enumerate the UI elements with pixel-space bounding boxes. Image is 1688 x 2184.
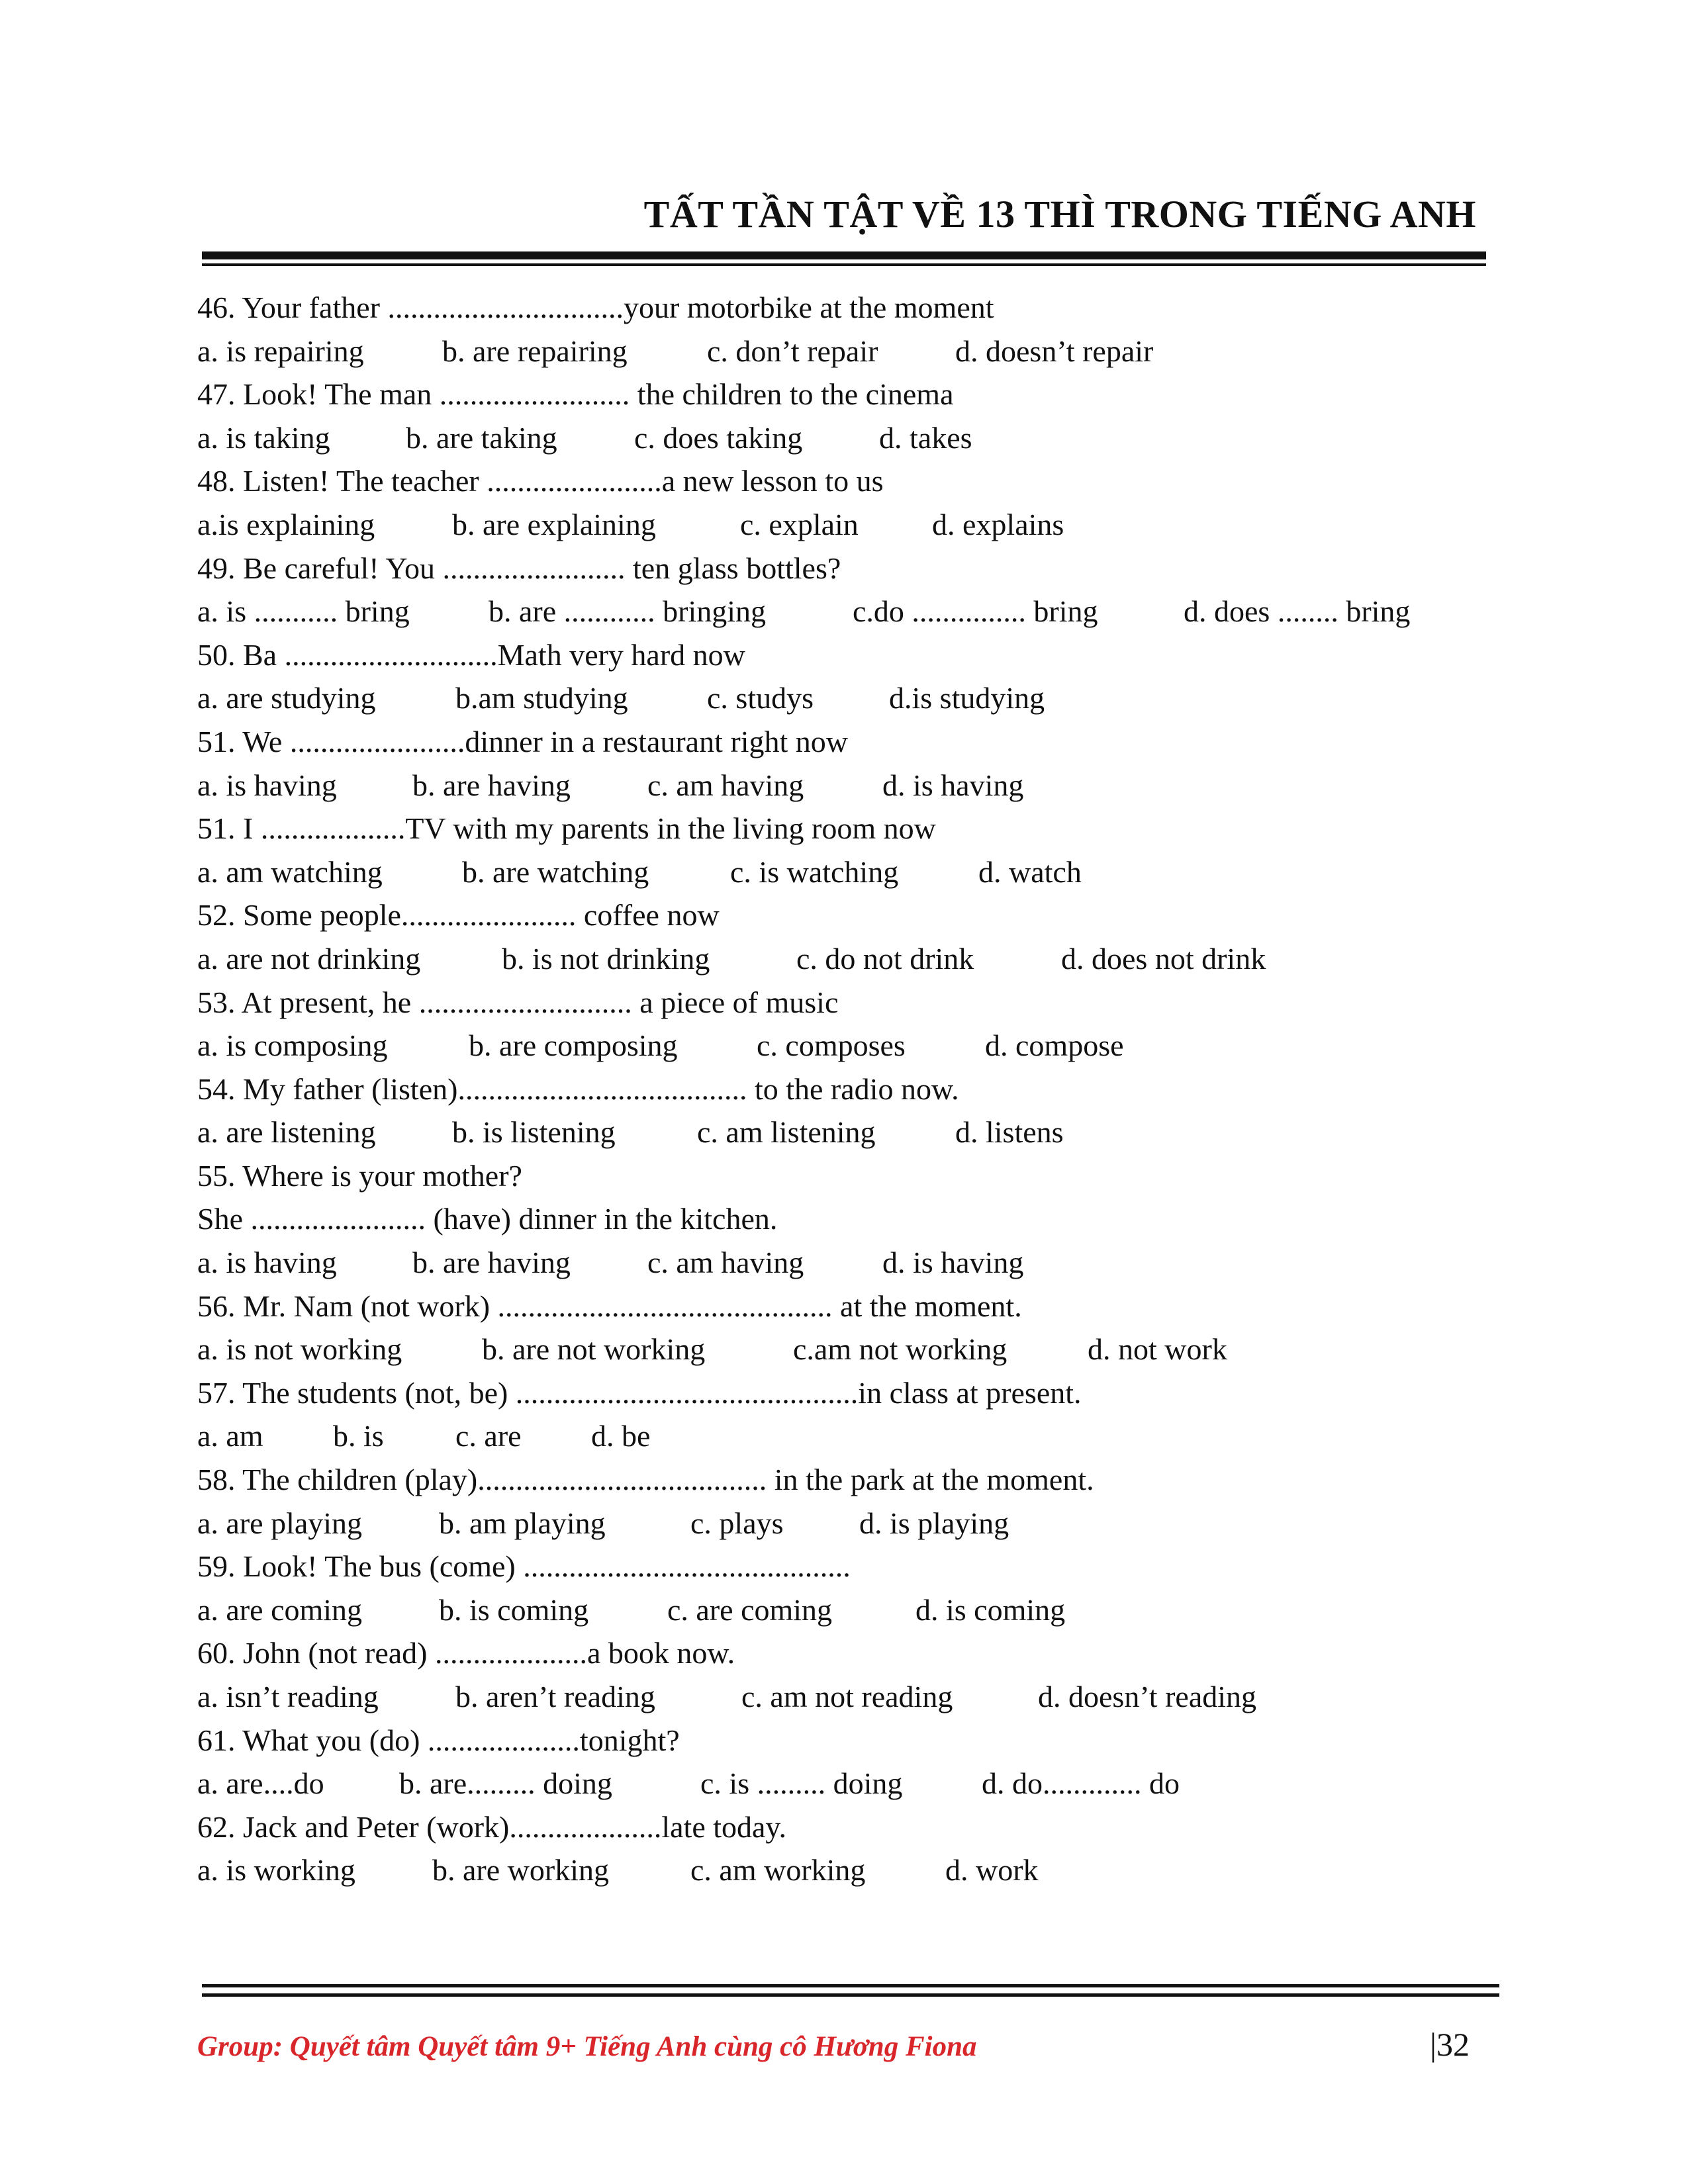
option-b: b. are......... doing	[399, 1766, 612, 1801]
option-d: d. is coming	[915, 1592, 1066, 1627]
option-b: b. is listening	[452, 1115, 616, 1150]
options-56	[197, 1328, 1495, 1371]
option-a: a. is working	[197, 1853, 355, 1888]
option-a: a.is explaining	[197, 507, 375, 541]
question-50: 50. Ba ............................Math very hard now	[197, 637, 745, 672]
option-d: d. watch	[978, 854, 1082, 889]
option-c: c. am having	[647, 768, 804, 802]
option-b: b. is	[333, 1419, 384, 1453]
option-d: d. do............. do	[982, 1766, 1180, 1801]
option-a: a. is repairing	[197, 334, 364, 368]
option-b: b. are having	[412, 768, 571, 802]
question-47: 47. Look! The man ......................... the children to the cinema	[197, 377, 954, 412]
option-d: d. doesn’t reading	[1038, 1680, 1257, 1713]
question-58: 58. The children (play)...................................... in the park at the moment.	[197, 1463, 1094, 1497]
option-c: c. am listening	[697, 1115, 876, 1150]
option-a: a. am watching	[197, 854, 383, 889]
question-49: 49. Be careful! You ........................ ten glass bottles?	[197, 551, 841, 585]
option-c: c. explain	[740, 507, 859, 541]
option-b: b. am playing	[439, 1506, 606, 1540]
option-d: d. be	[591, 1419, 651, 1453]
option-c: c. am working	[690, 1853, 866, 1888]
option-a: a. are listening	[197, 1115, 376, 1150]
question-57: 57. The students (not, be) .............................................in class at present.	[197, 1375, 1082, 1410]
question-51b: 51. I ...................TV with my parents in the living room now	[197, 811, 936, 846]
option-c: c.do ............... bring	[853, 594, 1098, 629]
question-59: 59. Look! The bus (come) ...........................................	[197, 1549, 851, 1584]
option-a: a. is having	[197, 768, 337, 802]
option-c: c.am not working	[793, 1332, 1008, 1367]
question-51a: 51. We .......................dinner in a restaurant right now	[197, 724, 848, 758]
option-b: b. are composing	[469, 1028, 678, 1063]
option-d: d. is playing	[859, 1506, 1009, 1540]
options-58	[197, 1502, 1495, 1545]
page-number: |32	[1430, 2026, 1470, 2063]
option-b: b. aren’t reading	[455, 1680, 655, 1713]
option-d: d.is studying	[889, 681, 1045, 715]
option-c: c. don’t repair	[707, 334, 878, 368]
header-rule-thin	[202, 263, 1486, 266]
option-c: c. is watching	[730, 854, 899, 889]
option-c: c. does taking	[634, 420, 803, 455]
option-b: b. are not working	[482, 1332, 706, 1367]
option-b: b. is not drinking	[502, 941, 710, 976]
option-a: a. is taking	[197, 420, 330, 455]
options-59	[197, 1588, 1495, 1632]
option-a: a. is having	[197, 1246, 337, 1280]
options-57	[197, 1414, 1495, 1458]
header-rule-thick	[202, 251, 1486, 259]
option-a: a. am	[197, 1419, 263, 1453]
option-d: d. not work	[1088, 1332, 1227, 1367]
option-d: d. work	[945, 1853, 1039, 1888]
question-56: 56. Mr. Nam (not work) ............................................ at the moment.	[197, 1289, 1022, 1323]
option-a: a. isn’t reading	[197, 1680, 379, 1713]
option-b: b. is coming	[439, 1592, 589, 1627]
option-d: d. doesn’t repair	[955, 334, 1154, 368]
option-a: a. are playing	[197, 1506, 363, 1540]
options-60	[197, 1675, 1495, 1719]
options-49	[197, 590, 1495, 633]
question-55: 55. Where is your mother?	[197, 1158, 522, 1193]
question-54: 54. My father (listen)...................................... to the radio now.	[197, 1071, 959, 1106]
page-header-title: TẤT TẦN TẬT VỀ 13 THÌ TRONG TIẾNG ANH	[643, 193, 1476, 236]
option-c: c. composes	[757, 1028, 906, 1063]
option-c: c. am not reading	[741, 1680, 953, 1713]
question-48: 48. Listen! The teacher .......................a new lesson to us	[197, 464, 884, 498]
question-52: 52. Some people....................... coffee now	[197, 898, 720, 933]
option-b: b. are watching	[462, 854, 649, 889]
option-b: b. are ............ bringing	[489, 594, 767, 629]
footer-rule-bottom	[202, 1993, 1499, 1997]
option-b: b. are repairing	[442, 334, 628, 368]
options-48	[197, 503, 1495, 547]
option-c: c. plays	[690, 1506, 784, 1540]
option-c: c. is ......... doing	[700, 1766, 903, 1801]
option-b: b. are taking	[406, 420, 557, 455]
option-d: d. compose	[985, 1028, 1124, 1063]
option-b: b.am studying	[455, 681, 628, 715]
option-c: c. do not drink	[796, 941, 974, 976]
options-55	[197, 1241, 1495, 1285]
option-c: c. am having	[647, 1246, 804, 1280]
question-list	[197, 286, 1495, 1892]
options-50	[197, 676, 1495, 720]
options-46	[197, 330, 1495, 373]
option-b: b. are explaining	[452, 507, 656, 541]
option-b: b. are working	[432, 1853, 609, 1888]
option-c: c. are	[455, 1419, 522, 1453]
options-53	[197, 1024, 1495, 1068]
option-a: a. is not working	[197, 1332, 402, 1367]
option-d: d. listens	[955, 1115, 1064, 1150]
option-d: d. does ........ bring	[1184, 594, 1411, 629]
option-b: b. are having	[412, 1246, 571, 1280]
option-d: d. explains	[932, 507, 1064, 541]
option-a: a. is ........... bring	[197, 594, 410, 629]
footer-group-name: Group: Quyết tâm Quyết tâm 9+ Tiếng Anh cùng cô Hương Fiona	[197, 2031, 977, 2062]
options-61	[197, 1762, 1495, 1805]
option-d: d. is having	[882, 1246, 1024, 1280]
option-a: a. are coming	[197, 1592, 363, 1627]
option-a: a. are not drinking	[197, 941, 421, 976]
option-c: c. studys	[707, 681, 814, 715]
option-d: d. does not drink	[1061, 941, 1266, 976]
options-51b	[197, 850, 1495, 894]
options-51a	[197, 764, 1495, 807]
footer-rule-top	[202, 1984, 1499, 1987]
option-d: d. is having	[882, 768, 1024, 802]
options-54	[197, 1111, 1495, 1154]
option-a: a. is composing	[197, 1028, 388, 1063]
option-a: a. are studying	[197, 681, 376, 715]
options-47	[197, 416, 1495, 460]
question-53: 53. At present, he ............................ a piece of music	[197, 985, 839, 1019]
question-61: 61. What you (do) ....................tonight?	[197, 1723, 680, 1757]
option-c: c. are coming	[667, 1592, 833, 1627]
options-62	[197, 1848, 1495, 1892]
question-62: 62. Jack and Peter (work)....................late today.	[197, 1809, 786, 1844]
question-60: 60. John (not read) ....................a book now.	[197, 1636, 735, 1670]
question-46: 46. Your father ...............................your motorbike at the moment	[197, 291, 994, 324]
option-d: d. takes	[879, 420, 972, 455]
question-55-line2: She ....................... (have) dinner in the kitchen.	[197, 1202, 778, 1236]
option-a: a. are....do	[197, 1766, 324, 1801]
options-52	[197, 937, 1495, 981]
